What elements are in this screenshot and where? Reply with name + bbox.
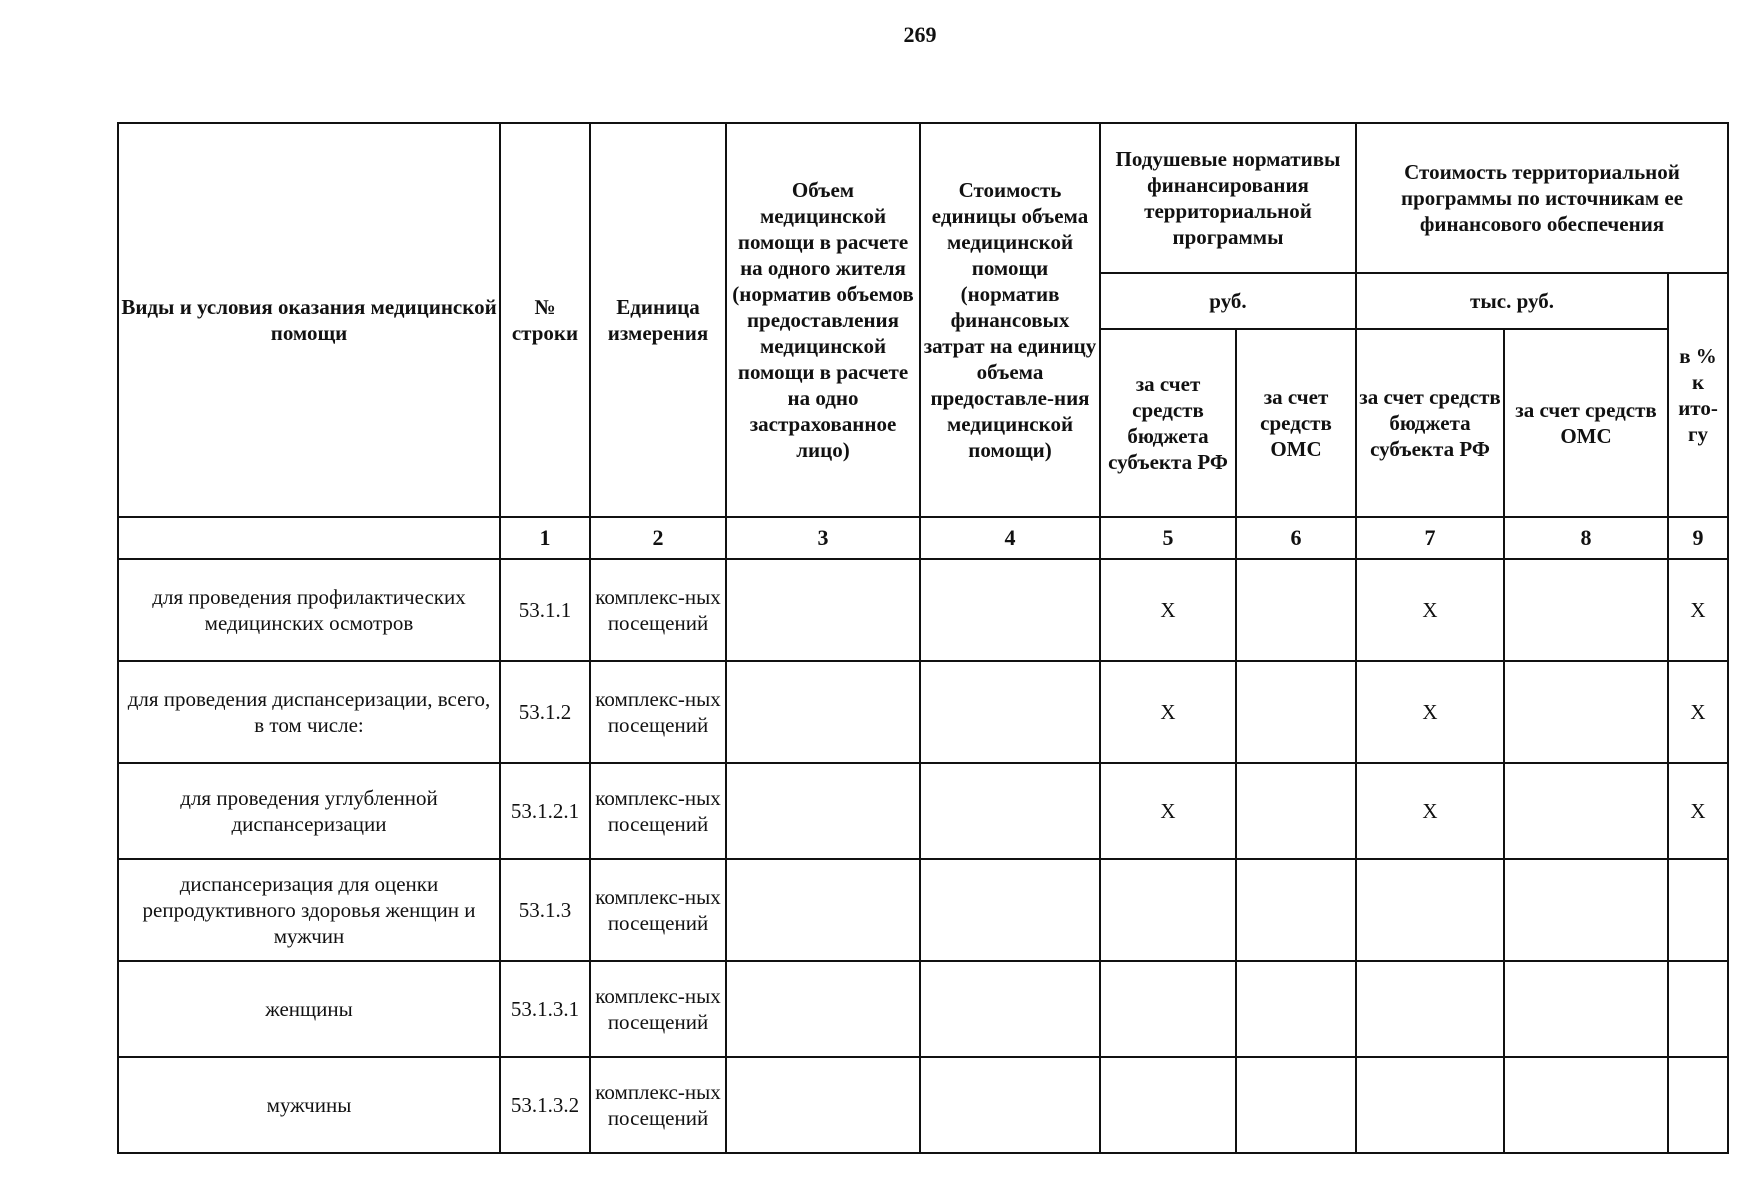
row-unit: комплекс-ных посещений (590, 559, 726, 661)
cell-budget-rf (1100, 961, 1236, 1057)
row-number: 53.1.3.2 (500, 1057, 590, 1153)
header-program-cost: Стоимость территориальной программы по источникам ее финансового обеспечения (1356, 123, 1728, 273)
cell-unit-cost (920, 961, 1100, 1057)
cell-percent (1668, 1057, 1728, 1153)
table-row (118, 1057, 1728, 1153)
header-oms-2: за счет средств ОМС (1504, 329, 1668, 517)
header-thous-rub: тыс. руб. (1356, 273, 1668, 329)
column-number-blank (118, 517, 500, 559)
table-header (118, 123, 1728, 559)
cell-oms (1236, 661, 1356, 763)
row-number: 53.1.2.1 (500, 763, 590, 859)
cell-oms-2 (1504, 859, 1668, 961)
cell-percent (1668, 859, 1728, 961)
header-rub: руб. (1100, 273, 1356, 329)
cell-budget-rf-2 (1356, 961, 1504, 1057)
cell-volume (726, 661, 920, 763)
header-unit-cost: Стоимость единицы объема медицинской помощи (норматив финансовых затрат на единицу объема предоставле-ния медицинской помощи) (920, 123, 1100, 517)
cell-oms (1236, 1057, 1356, 1153)
financing-table (117, 122, 1729, 1154)
table-row (118, 763, 1728, 859)
header-unit: Единица измерения (590, 123, 726, 517)
cell-budget-rf: Х (1100, 559, 1236, 661)
header-oms: за счет средств ОМС (1236, 329, 1356, 517)
row-name: для проведения профилактических медицинских осмотров (118, 559, 500, 661)
header-row-no: № строки (500, 123, 590, 517)
cell-budget-rf-2 (1356, 859, 1504, 961)
cell-volume (726, 961, 920, 1057)
cell-percent: Х (1668, 763, 1728, 859)
cell-percent: Х (1668, 661, 1728, 763)
cell-budget-rf (1100, 859, 1236, 961)
cell-oms-2 (1504, 763, 1668, 859)
row-name: диспансеризация для оценки репродуктивного здоровья женщин и мужчин (118, 859, 500, 961)
column-numbers-row (118, 517, 1728, 559)
table-row (118, 661, 1728, 763)
header-budget-rf-2: за счет средств бюджета субъекта РФ (1356, 329, 1504, 517)
row-name: для проведения диспансеризации, всего, в том числе: (118, 661, 500, 763)
cell-unit-cost (920, 661, 1100, 763)
cell-budget-rf-2: Х (1356, 661, 1504, 763)
cell-volume (726, 763, 920, 859)
cell-volume (726, 559, 920, 661)
column-number: 1 (500, 517, 590, 559)
cell-unit-cost (920, 559, 1100, 661)
cell-oms-2 (1504, 961, 1668, 1057)
cell-oms-2 (1504, 1057, 1668, 1153)
cell-oms (1236, 859, 1356, 961)
row-number: 53.1.3.1 (500, 961, 590, 1057)
cell-oms-2 (1504, 559, 1668, 661)
cell-oms-2 (1504, 661, 1668, 763)
header-per-capita: Подушевые нормативы финансирования территориальной программы (1100, 123, 1356, 273)
column-number: 7 (1356, 517, 1504, 559)
column-number: 8 (1504, 517, 1668, 559)
column-number: 4 (920, 517, 1100, 559)
cell-oms (1236, 559, 1356, 661)
row-number: 53.1.3 (500, 859, 590, 961)
cell-budget-rf: Х (1100, 661, 1236, 763)
table-row (118, 961, 1728, 1057)
cell-budget-rf-2: Х (1356, 763, 1504, 859)
cell-oms (1236, 961, 1356, 1057)
row-unit: комплекс-ных посещений (590, 859, 726, 961)
column-number: 6 (1236, 517, 1356, 559)
row-unit: комплекс-ных посещений (590, 1057, 726, 1153)
row-name: для проведения углубленной диспансеризации (118, 763, 500, 859)
cell-budget-rf (1100, 1057, 1236, 1153)
header-budget-rf: за счет средств бюджета субъекта РФ (1100, 329, 1236, 517)
column-number: 9 (1668, 517, 1728, 559)
cell-percent: Х (1668, 559, 1728, 661)
cell-unit-cost (920, 859, 1100, 961)
cell-percent (1668, 961, 1728, 1057)
column-number: 5 (1100, 517, 1236, 559)
table-row (118, 559, 1728, 661)
cell-oms (1236, 763, 1356, 859)
cell-volume (726, 1057, 920, 1153)
row-number: 53.1.1 (500, 559, 590, 661)
column-number: 2 (590, 517, 726, 559)
cell-unit-cost (920, 763, 1100, 859)
table-row (118, 859, 1728, 961)
header-percent: в % к ито-гу (1668, 273, 1728, 517)
column-number: 3 (726, 517, 920, 559)
row-number: 53.1.2 (500, 661, 590, 763)
row-unit: комплекс-ных посещений (590, 763, 726, 859)
cell-unit-cost (920, 1057, 1100, 1153)
table-body (118, 559, 1728, 1153)
header-volume: Объем медицинской помощи в расчете на одного жителя (норматив объемов предоставления медицинской помощи в расчете на одно застрахованное лицо) (726, 123, 920, 517)
row-unit: комплекс-ных посещений (590, 661, 726, 763)
header-kinds: Виды и условия оказания медицинской помощи (118, 123, 500, 517)
cell-budget-rf-2: Х (1356, 559, 1504, 661)
row-name: женщины (118, 961, 500, 1057)
cell-volume (726, 859, 920, 961)
row-name: мужчины (118, 1057, 500, 1153)
cell-budget-rf: Х (1100, 763, 1236, 859)
page-number: 269 (903, 22, 937, 47)
row-unit: комплекс-ных посещений (590, 961, 726, 1057)
cell-budget-rf-2 (1356, 1057, 1504, 1153)
